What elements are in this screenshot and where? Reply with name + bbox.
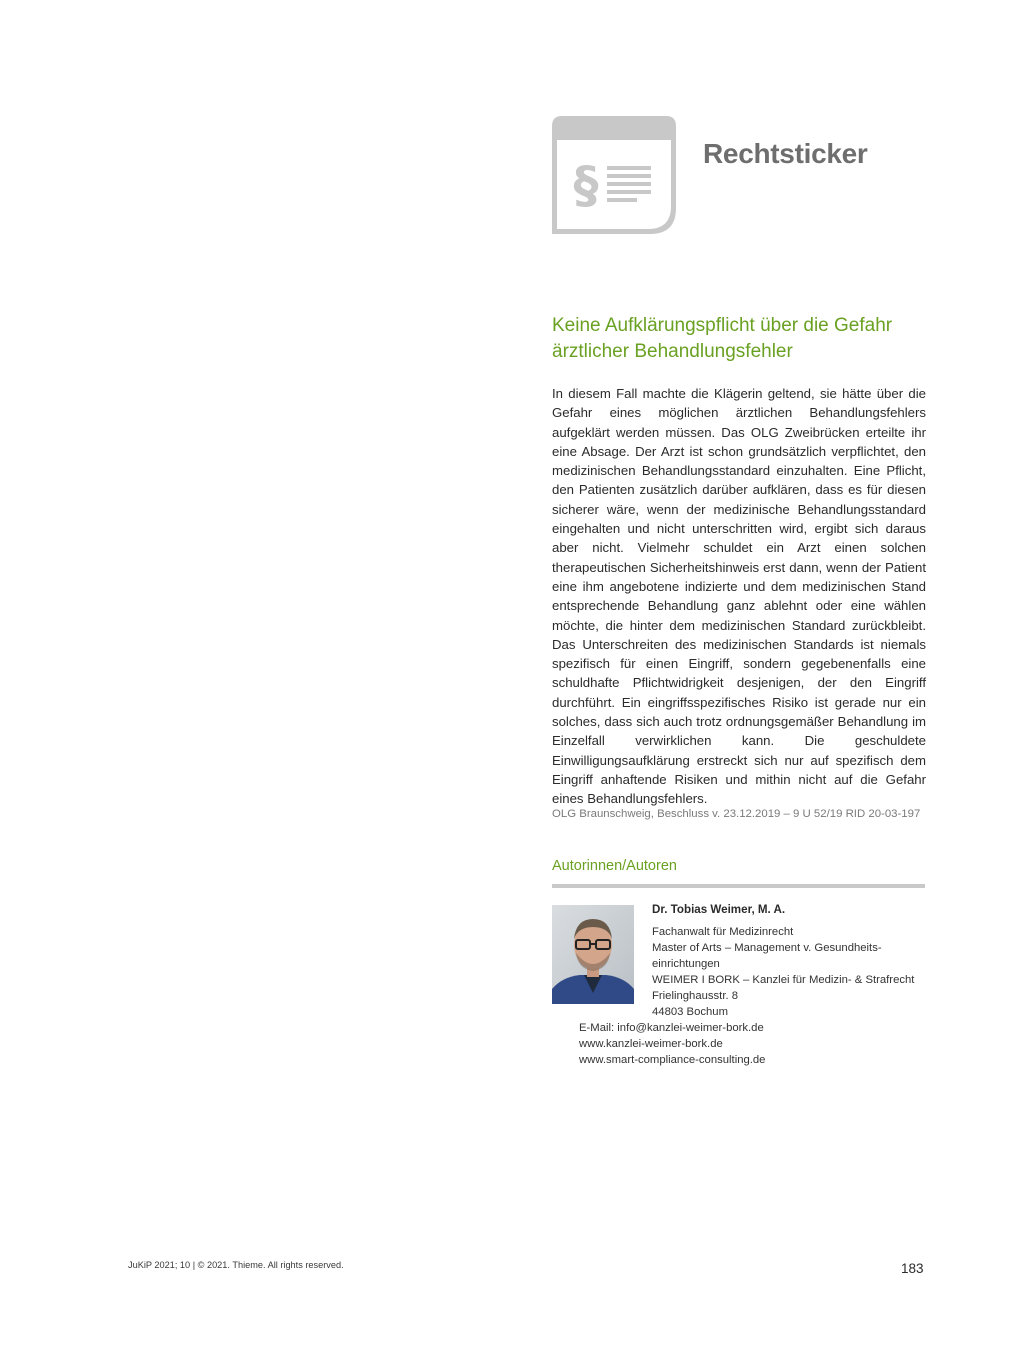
author-detail-line: Fachanwalt für Medizinrecht bbox=[652, 926, 794, 938]
author-email[interactable]: E-Mail: info@kanzlei-weimer-bork.de bbox=[579, 1022, 764, 1034]
svg-text:§: § bbox=[573, 156, 599, 214]
author-detail-line: 44803 Bochum bbox=[652, 1006, 728, 1018]
article-title: Keine Aufklärungspflicht über die Gefahr ärztlicher Behandlungsfehler bbox=[552, 315, 893, 362]
legal-document-icon bbox=[552, 116, 676, 234]
authors-heading: Autorinnen/Autoren bbox=[552, 858, 677, 874]
section-title: Rechtsticker bbox=[703, 138, 868, 169]
author-detail-line: Frielinghausstr. 8 bbox=[652, 990, 739, 1002]
article-body: In diesem Fall machte die Klägerin geltend, sie hätte über die Gefahr eines möglichen ärztlichen Behandlungsfehlers aufgeklärt werden müssen. Das OLG Zweibrücken erteilte ihr eine Absage. Der Arzt ist schon grundsätzlich verpflichtet, den medizinischen Behandlungsstandard einzuhalten. Eine Pflicht, den Patienten zusätzlich darüber aufklären, dass es für diesen sicherer wäre, wenn der medizinische Behandlungsstandard eingehalten und nicht unterschritten wird, ergibt sich daraus aber nicht. Vielmehr schuldet ein Arzt einen solchen therapeutischen Sicherheitshinweis erst dann, wenn der Patient eine ihm angebotene indizierte und dem medizinischen Stand entsprechende Behandlung ganz ablehnt oder eine wählen möchte, die hinter dem medizinischen Standard zurückbleibt. Das Unterschreiten des medizinischen Standards ist niemals spezifisch für einen Eingriff, sondern gegebenenfalls eine schuldhafte Pflichtwidrigkeit desjenigen, der den Eingriff durchführt. Ein eingriffsspezifisches Risiko ist gerade nur ein solches, dass sich auch trotz ordnungsgemäßer Behandlung im Einzelfall verwirklichen kann. Die geschuldete Einwilligungsaufklärung erstreckt sich nur auf spezifisch dem Eingriff anhaftende Risiken und mithin nicht auf die Gefahr eines Behandlungsfehlers. bbox=[552, 386, 926, 807]
author-detail-line: einrichtungen bbox=[652, 958, 720, 970]
journal-footer: JuKiP 2021; 10 | © 2021. Thieme. All rights reserved. bbox=[128, 1260, 344, 1270]
authors-divider bbox=[552, 884, 925, 888]
page-number: 183 bbox=[901, 1261, 924, 1276]
author-name: Dr. Tobias Weimer, M. A. bbox=[652, 903, 786, 916]
author-details bbox=[652, 924, 922, 1020]
author-website-link[interactable]: www.smart-compliance-consulting.de bbox=[579, 1054, 766, 1066]
author-detail-line: WEIMER I BORK – Kanzlei für Medizin- & Strafrecht bbox=[652, 974, 915, 986]
article-citation: OLG Braunschweig, Beschluss v. 23.12.2019 – 9 U 52/19 RID 20-03-197 bbox=[552, 808, 921, 820]
author-website-link[interactable]: www.kanzlei-weimer-bork.de bbox=[579, 1038, 723, 1050]
author-contact bbox=[579, 1020, 765, 1068]
author-photo bbox=[552, 905, 634, 1004]
author-detail-line: Master of Arts – Management v. Gesundheits- bbox=[652, 942, 882, 954]
